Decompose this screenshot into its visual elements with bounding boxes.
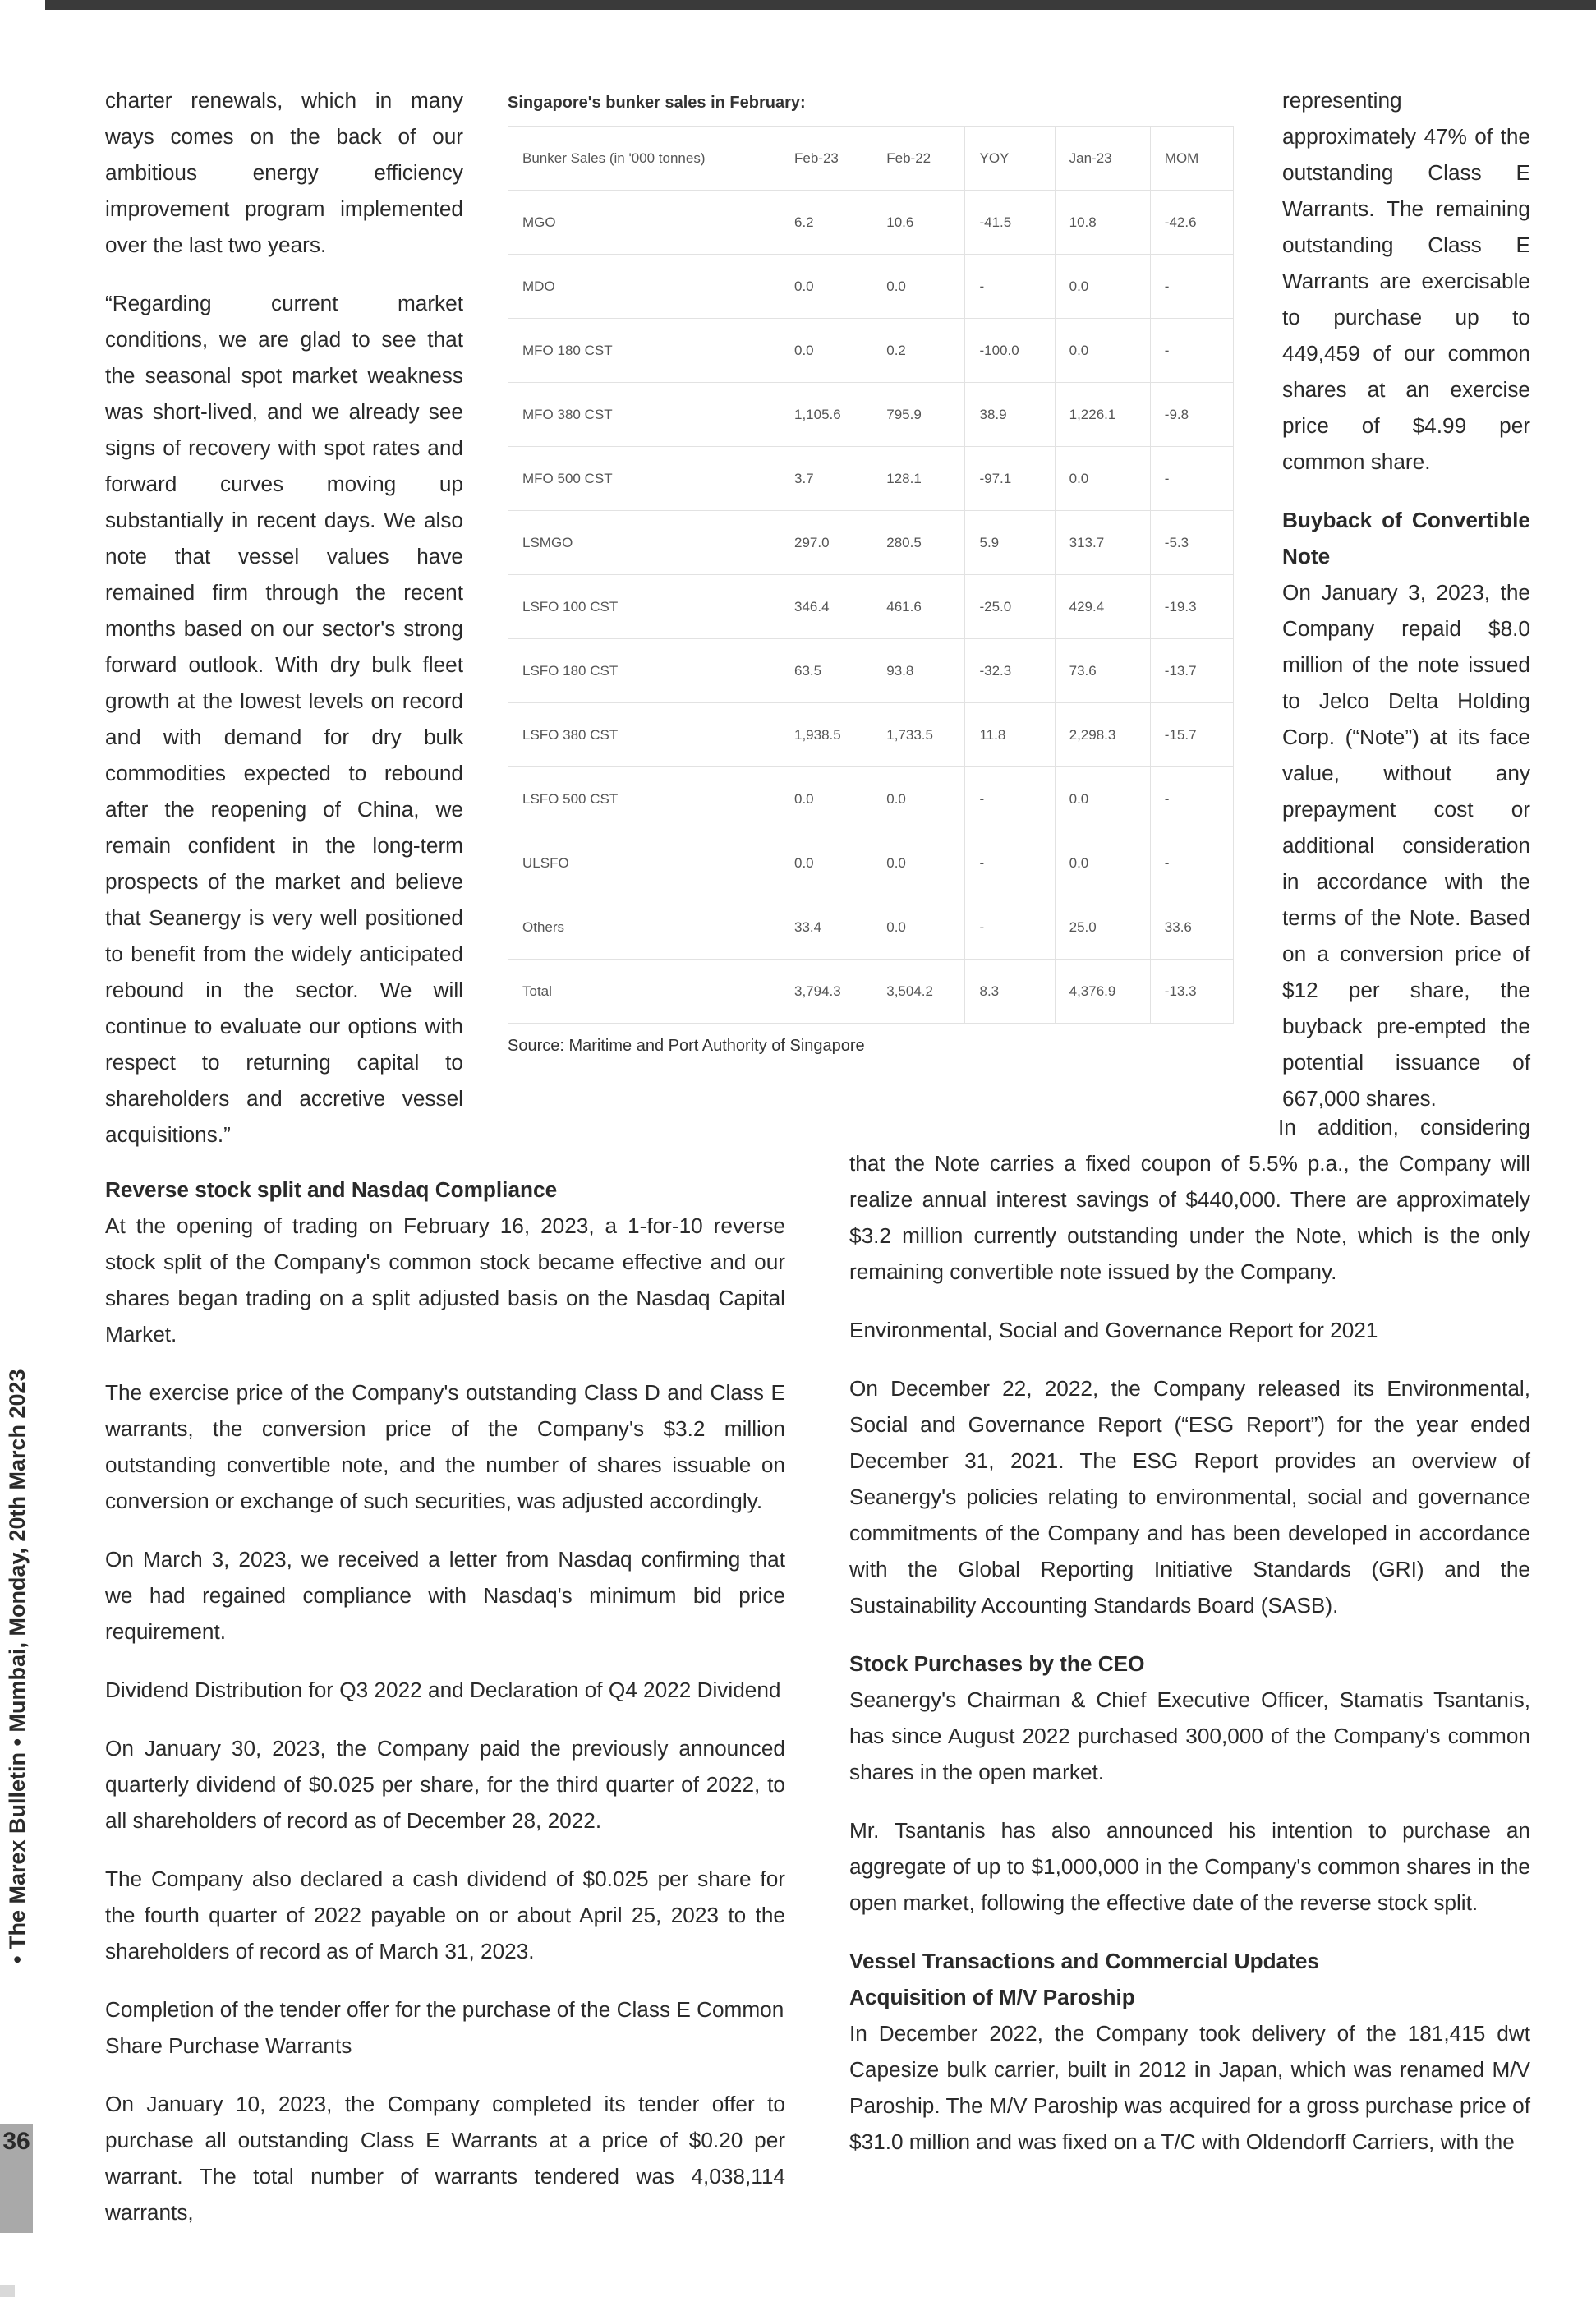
table-cell: - [1150, 319, 1233, 383]
table-row [508, 191, 1234, 255]
table-cell: 280.5 [872, 511, 965, 575]
bunker-sales-figure [508, 86, 1235, 1062]
table-cell: 3.7 [780, 447, 872, 511]
table-cell: MFO 380 CST [508, 383, 780, 447]
paragraph-interest-savings: In addition, considering that the Note carries a fixed coupon of 5.5% p.a., the Company will realize annual interest savings of $440,000. There are approximately $3.2 million currently outstanding under the Note, which is the only remaining convertible note issued by the Company. [849, 1115, 1530, 1284]
table-row [508, 767, 1234, 831]
table-cell: 0.0 [780, 255, 872, 319]
table-cell: Total [508, 960, 780, 1024]
table-header-cell: YOY [965, 127, 1055, 191]
table-cell: MDO [508, 255, 780, 319]
table-cell: - [1150, 447, 1233, 511]
table-cell: 461.6 [872, 575, 965, 639]
table-cell: -5.3 [1150, 511, 1233, 575]
table-cell: - [965, 831, 1055, 895]
figure-title: Singapore's bunker sales in February: [508, 94, 806, 112]
heading-stock-purchases: Stock Purchases by the CEO [849, 1651, 1145, 1676]
table-header-cell: Bunker Sales (in '000 tonnes) [508, 127, 780, 191]
paragraph-esg: On December 22, 2022, the Company released its Environmental, Social and Governance Report (“ESG Report”) for the year ended December 31, 2021. The ESG Report provides an overview of Seanergy's policies relating to environmental, social and governance commitments of the Company and has been developed in accordance with the Global Reporting Initiative Standards (GRI) and the Sustainability Accounting Standards Board (SASB). [849, 1376, 1530, 1618]
table-cell: 0.0 [1055, 319, 1150, 383]
table-cell: 0.0 [1055, 831, 1150, 895]
paragraph-nasdaq: On March 3, 2023, we received a letter from Nasdaq confirming that we had regained compliance with Nasdaq's minimum bid price requirement. [105, 1547, 785, 1644]
table-header-cell: Feb-23 [780, 127, 872, 191]
table-cell: 795.9 [872, 383, 965, 447]
table-cell: 0.0 [1055, 767, 1150, 831]
paragraph-reverse-split: At the opening of trading on February 16, 2023, a 1-for-10 reverse stock split of the Company's common stock became effective and our shares began trading on a split adjusted basis on the Nasdaq Capital Market. [105, 1213, 785, 1346]
table-cell: 313.7 [1055, 511, 1150, 575]
table-cell: 0.0 [1055, 447, 1150, 511]
table-cell: 10.8 [1055, 191, 1150, 255]
heading-paroship: Acquisition of M/V Paroship [849, 1985, 1135, 2009]
table-cell: MFO 180 CST [508, 319, 780, 383]
bottom-left-column [105, 1172, 785, 2230]
heading-vessel-transactions: Vessel Transactions and Commercial Updates [849, 1949, 1319, 1973]
corner-mark [0, 2285, 15, 2297]
table-cell: 25.0 [1055, 895, 1150, 960]
table-header-row [508, 127, 1234, 191]
table-cell: 3,794.3 [780, 960, 872, 1024]
table-cell: 1,733.5 [872, 703, 965, 767]
table-cell: LSFO 100 CST [508, 575, 780, 639]
table-cell: -13.7 [1150, 639, 1233, 703]
table-row [508, 895, 1234, 960]
table-cell: -32.3 [965, 639, 1055, 703]
table-cell: LSFO 180 CST [508, 639, 780, 703]
table-cell: 33.6 [1150, 895, 1233, 960]
table-cell: 8.3 [965, 960, 1055, 1024]
paragraph-dividend-q3: On January 30, 2023, the Company paid the previously announced quarterly dividend of $0.025 per share, for the third quarter of 2022, to all shareholders of record as of December 28, 2022. [105, 1736, 785, 1833]
paragraph-tender-offer: On January 10, 2023, the Company completed its tender offer to purchase all outstanding Class E Warrants at a price of $0.20 per warrant. The total number of warrants tendered was 4,038,114 warrants, [105, 2092, 785, 2225]
table-row [508, 383, 1234, 447]
table-row [508, 639, 1234, 703]
paragraph-paroship: In December 2022, the Company took delivery of the 181,415 dwt Capesize bulk carrier, built in 2012 in Japan, which was renamed M/V Paroship. The M/V Paroship was acquired for a gross purchase price of $31.0 million and was fixed on a T/C with Oldendorff Carriers, with the [849, 2021, 1530, 2154]
heading-reverse-split: Reverse stock split and Nasdaq Compliance [105, 1177, 558, 1202]
heading-esg: Environmental, Social and Governance Report for 2021 [849, 1318, 1378, 1342]
table-cell: 2,298.3 [1055, 703, 1150, 767]
table-cell: 0.0 [780, 319, 872, 383]
table-cell: - [965, 895, 1055, 960]
table-cell: 0.2 [872, 319, 965, 383]
table-row [508, 960, 1234, 1024]
table-cell: LSMGO [508, 511, 780, 575]
left-column [105, 82, 463, 1153]
paragraph-stock-purchases-2: Mr. Tsantanis has also announced his intention to purchase an aggregate of up to $1,000,000 in the Company's common shares in the open market, following the effective date of the reverse stock split. [849, 1818, 1530, 1915]
paragraph-dividend-q4: The Company also declared a cash dividend of $0.025 per share for the fourth quarter of 2022 payable on or about April 25, 2023 to the shareholders of record as of March 31, 2023. [105, 1867, 785, 1963]
paragraph-exercise-price: The exercise price of the Company's outstanding Class D and Class E warrants, the conversion price of the Company's $3.2 million outstanding convertible note, and the number of shares issuable on conversion or exchange of such securities, was adjusted accordingly. [105, 1380, 785, 1513]
table-cell: LSFO 500 CST [508, 767, 780, 831]
table-cell: 1,105.6 [780, 383, 872, 447]
table-cell: 0.0 [1055, 255, 1150, 319]
table-cell: 0.0 [780, 767, 872, 831]
table-cell: 0.0 [872, 255, 965, 319]
bunker-sales-table [508, 126, 1234, 1024]
right-column [1282, 82, 1530, 1116]
table-cell: -42.6 [1150, 191, 1233, 255]
table-cell: -100.0 [965, 319, 1055, 383]
table-cell: - [1150, 255, 1233, 319]
figure-source: Source: Maritime and Port Authority of Singapore [508, 1037, 865, 1055]
table-cell: 1,226.1 [1055, 383, 1150, 447]
table-row [508, 831, 1234, 895]
right-paragraph-warrants: representing approximately 47% of the outstanding Class E Warrants. The remaining outstanding Class E Warrants are exercisable to purchase up to 449,459 of our common shares at an exercise price of $4.99 per common share. [1282, 88, 1530, 474]
table-cell: 297.0 [780, 511, 872, 575]
table-row [508, 511, 1234, 575]
table-cell: 0.0 [872, 831, 965, 895]
table-cell: MFO 500 CST [508, 447, 780, 511]
table-cell: -97.1 [965, 447, 1055, 511]
heading-dividend: Dividend Distribution for Q3 2022 and Declaration of Q4 2022 Dividend [105, 1678, 781, 1702]
bottom-right-column [849, 1109, 1530, 2160]
table-cell: -25.0 [965, 575, 1055, 639]
table-cell: 5.9 [965, 511, 1055, 575]
table-cell: 0.0 [872, 895, 965, 960]
table-cell: -15.7 [1150, 703, 1233, 767]
page-number: 36 [2, 2128, 30, 2155]
table-cell: 73.6 [1055, 639, 1150, 703]
table-row [508, 255, 1234, 319]
left-paragraph-1: charter renewals, which in many ways comes on the back of our ambitious energy efficiency improvement program implemented over the last two years. [105, 88, 463, 257]
table-cell: ULSFO [508, 831, 780, 895]
table-cell: Others [508, 895, 780, 960]
table-cell: 0.0 [872, 767, 965, 831]
side-masthead: • The Marex Bulletin • Mumbai, Monday, 20th March 2023 [5, 1369, 30, 1963]
heading-buyback: Buyback of Convertible Note [1282, 508, 1530, 568]
table-header-cell: MOM [1150, 127, 1233, 191]
right-paragraph-buyback: On January 3, 2023, the Company repaid $8.0 million of the note issued to Jelco Delta Holding Corp. (“Note”) at its face value, without any prepayment cost or additional consideration in accordance with the terms of the Note. Based on a conversion price of $12 per share, the buyback pre-empted the potential issuance of 667,000 shares. [1282, 580, 1530, 1111]
table-cell: 93.8 [872, 639, 965, 703]
table-cell: 38.9 [965, 383, 1055, 447]
table-cell: 346.4 [780, 575, 872, 639]
table-cell: - [1150, 831, 1233, 895]
table-cell: 128.1 [872, 447, 965, 511]
table-row [508, 575, 1234, 639]
table-header-cell: Jan-23 [1055, 127, 1150, 191]
left-paragraph-quote: “Regarding current market conditions, we are glad to see that the seasonal spot market weakness was short-lived, and we already see signs of recovery with spot rates and forward curves moving up substantially in recent days. We also note that vessel values have remained firm through the recent months based on our sector's strong forward outlook. With dry bulk fleet growth at the lowest levels on record and with demand for dry bulk commodities expected to rebound after the reopening of China, we remain confident in the long-term prospects of the market and believe that Seanergy is very well positioned to benefit from the widely anticipated rebound in the sector. We will continue to evaluate our options with respect to returning capital to shareholders and accretive vessel acquisitions.” [105, 291, 463, 1147]
table-cell: - [1150, 767, 1233, 831]
table-cell: - [965, 767, 1055, 831]
table-cell: 4,376.9 [1055, 960, 1150, 1024]
table-row [508, 703, 1234, 767]
table-cell: -9.8 [1150, 383, 1233, 447]
table-cell: - [965, 255, 1055, 319]
table-cell: 11.8 [965, 703, 1055, 767]
table-cell: -41.5 [965, 191, 1055, 255]
paragraph-stock-purchases-1: Seanergy's Chairman & Chief Executive Officer, Stamatis Tsantanis, has since August 2022 purchased 300,000 of the Company's common shares in the open market. [849, 1687, 1530, 1784]
table-cell: MGO [508, 191, 780, 255]
table-row [508, 319, 1234, 383]
table-cell: LSFO 380 CST [508, 703, 780, 767]
table-row [508, 447, 1234, 511]
table-cell: 6.2 [780, 191, 872, 255]
table-cell: -19.3 [1150, 575, 1233, 639]
table-cell: -13.3 [1150, 960, 1233, 1024]
table-cell: 33.4 [780, 895, 872, 960]
table-cell: 0.0 [780, 831, 872, 895]
heading-tender-offer: Completion of the tender offer for the purchase of the Class E Common Share Purchase Warrants [105, 1997, 784, 2058]
table-cell: 3,504.2 [872, 960, 965, 1024]
table-cell: 1,938.5 [780, 703, 872, 767]
table-cell: 63.5 [780, 639, 872, 703]
table-cell: 429.4 [1055, 575, 1150, 639]
table-cell: 10.6 [872, 191, 965, 255]
table-header-cell: Feb-22 [872, 127, 965, 191]
top-rule [45, 0, 1596, 10]
